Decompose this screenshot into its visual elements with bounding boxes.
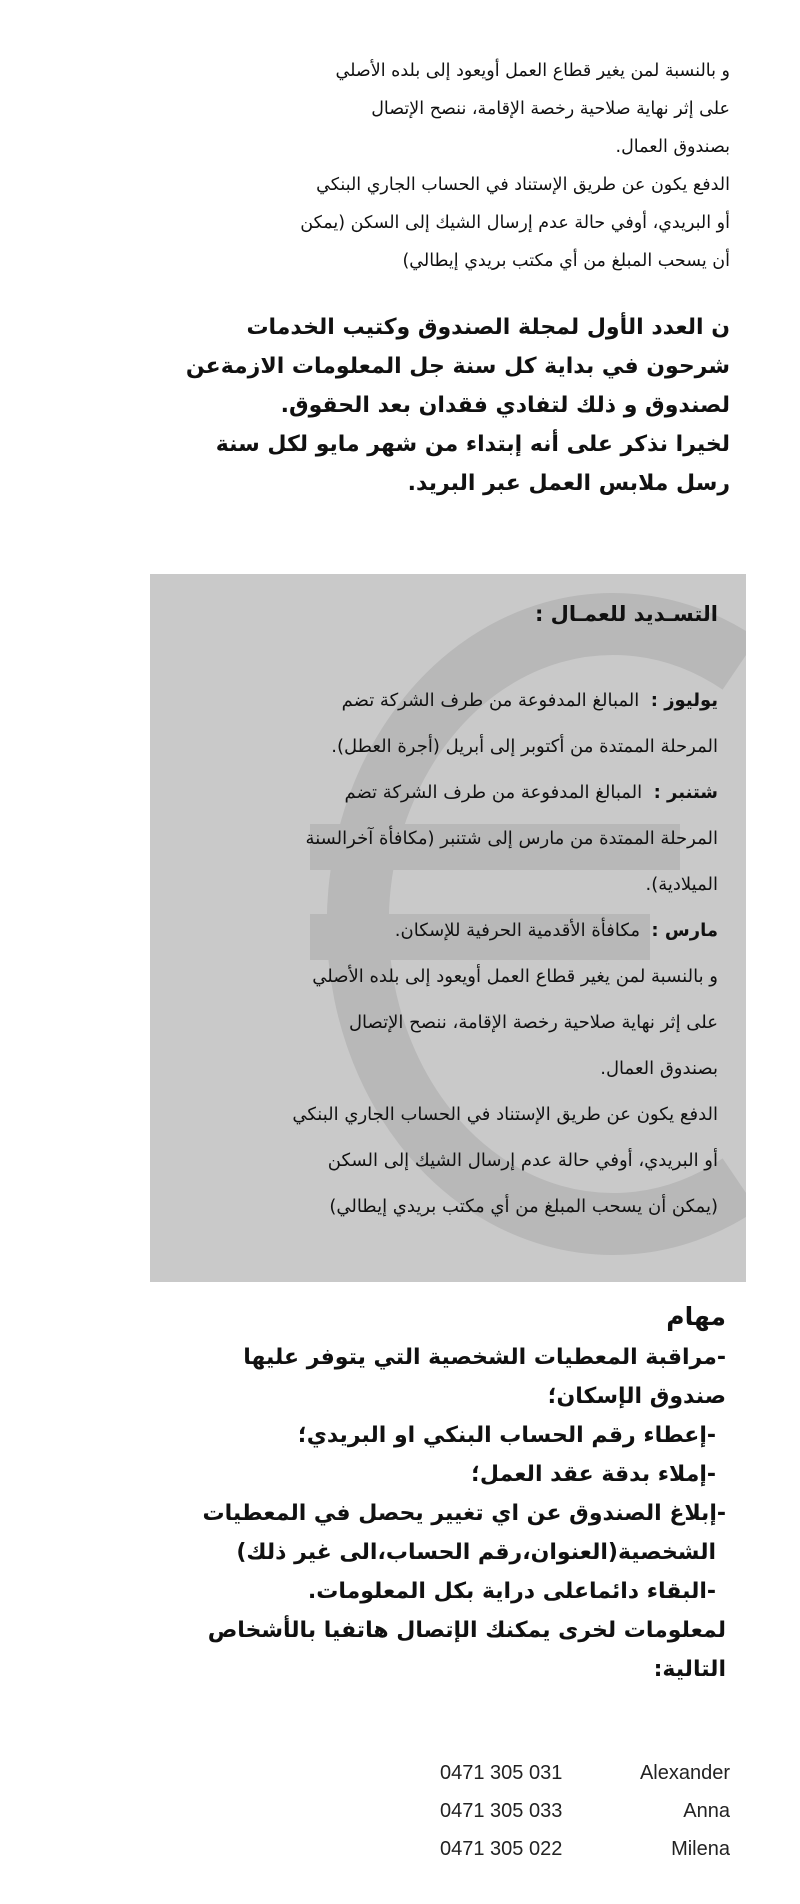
payment-term: مارس : (651, 920, 718, 941)
intro-line: بصندوق العمال. (615, 137, 730, 157)
duties-section (80, 1296, 726, 1689)
notice-line: ن العدد الأول لمجلة الصندوق وكتيب الخدمات (246, 315, 730, 340)
duty-item: صندوق الإسكان؛ (547, 1384, 726, 1409)
payment-term: يوليوز : (650, 690, 718, 711)
notice-line: لخيرا نذكر على أنه إبتداء من شهر مايو لكل سنة (215, 432, 730, 457)
contact-row (440, 1792, 730, 1830)
contact-name: Anna (683, 1800, 730, 1822)
duty-item: -إملاء بدقة عقد العمل؛ (471, 1462, 716, 1487)
payment-term: شتنبر : (653, 782, 718, 803)
contact-intro: لمعلومات لخرى يمكنك الإتصال هاتفيا بالأشخاص (207, 1618, 726, 1643)
closing-line: على إثر نهاية صلاحية رخصة الإقامة، ننصح الإتصال (348, 1012, 718, 1033)
contact-row (440, 1830, 730, 1868)
refund-content (173, 594, 718, 1230)
payment-line: المرحلة الممتدة من أكتوبر إلى أبريل (أجرة العطل). (331, 736, 718, 757)
closing-line: أو البريدي، أوفي حالة عدم إرسال الشيك إلى السكن (327, 1150, 718, 1171)
contact-name: Alexander (639, 1762, 730, 1784)
closing-line: (يمكن أن يسحب المبلغ من أي مكتب بريدي إيطالي) (329, 1196, 718, 1217)
payment-line: مكافأة الأقدمية الحرفية للإسكان. (394, 920, 640, 941)
contact-name: Milena (671, 1838, 730, 1860)
intro-line: الدفع يكون عن طريق الإستناد في الحساب الجاري البنكي (316, 175, 730, 195)
refund-title: التسـديد للعمـال : (534, 602, 718, 626)
intro-line: أن يسحب المبلغ من أي مكتب بريدي إيطالي) (402, 251, 730, 271)
closing-line: الدفع يكون عن طريق الإستناد في الحساب الجاري البنكي (292, 1104, 718, 1125)
intro-line: و بالنسبة لمن يغير قطاع العمل أويعود إلى بلده الأصلي (335, 61, 730, 81)
payment-line: المبالغ المدفوعة من طرف الشركة تضم (344, 782, 643, 803)
contact-phone: 0471 305 022 (440, 1838, 563, 1860)
notice-paragraph (60, 308, 730, 503)
payment-line: الميلادية). (645, 874, 718, 895)
notice-line: شرحون في بداية كل سنة جل المعلومات الازمةعن (185, 354, 730, 379)
duty-item: -إبلاغ الصندوق عن اي تغيير يحصل في المعطيات (202, 1501, 726, 1526)
refund-panel (150, 574, 746, 1282)
payment-line: المبالغ المدفوعة من طرف الشركة تضم (341, 690, 640, 711)
contact-list (440, 1754, 730, 1868)
intro-line: على إثر نهاية صلاحية رخصة الإقامة، ننصح الإتصال (371, 99, 730, 119)
contact-row (440, 1754, 730, 1792)
contact-intro: التالية: (653, 1657, 726, 1682)
payment-september (173, 770, 718, 816)
closing-line: بصندوق العمال. (600, 1058, 718, 1079)
payment-march (173, 908, 718, 954)
duties-heading: مهام (666, 1302, 726, 1331)
contact-phone: 0471 305 033 (440, 1800, 563, 1822)
intro-paragraph (60, 52, 730, 280)
duty-item: -مراقبة المعطيات الشخصية التي يتوفر عليها (243, 1345, 726, 1370)
duty-item: -البقاء دائماعلى دراية بكل المعلومات. (307, 1579, 716, 1604)
notice-line: لصندوق و ذلك لتفادي فقدان بعد الحقوق. (280, 393, 730, 418)
notice-line: رسل ملابس العمل عبر البريد. (407, 471, 730, 496)
payment-line: المرحلة الممتدة من مارس إلى شتنبر (مكافأة آخرالسنة (305, 828, 718, 849)
duty-item: -إعطاء رقم الحساب البنكي او البريدي؛ (297, 1423, 716, 1448)
closing-line: و بالنسبة لمن يغير قطاع العمل أويعود إلى بلده الأصلي (312, 966, 718, 987)
payment-july (173, 678, 718, 724)
duty-item: الشخصية(العنوان،رقم الحساب،الى غير ذلك) (236, 1540, 716, 1565)
intro-line: أو البريدي، أوفي حالة عدم إرسال الشيك إلى السكن (يمكن (300, 213, 730, 233)
contact-phone: 0471 305 031 (440, 1762, 563, 1784)
